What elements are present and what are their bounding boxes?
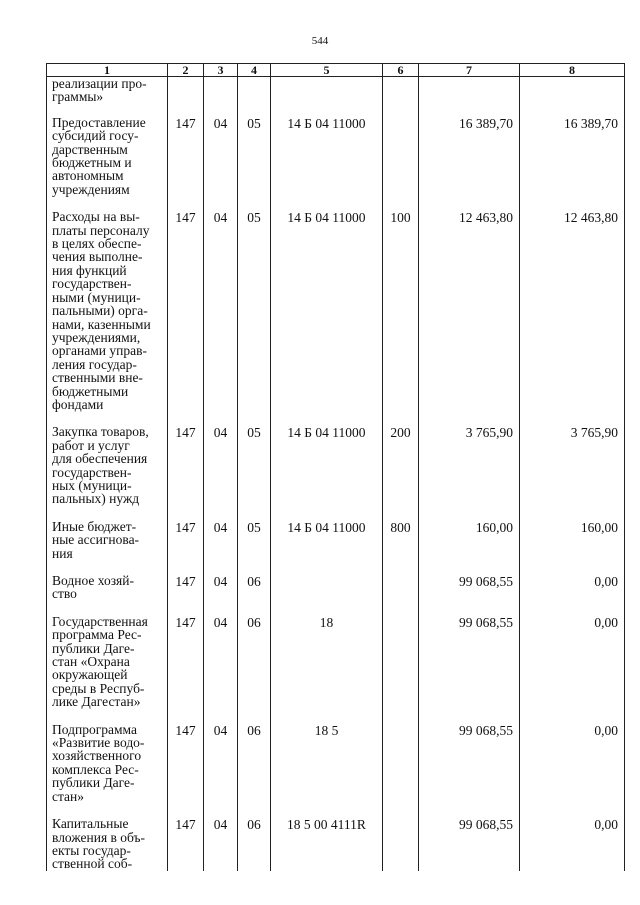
subsection-code-cell [238,116,271,210]
amount-cell [419,116,520,210]
section-code-cell [204,574,238,615]
amount-text: 16 389,70 [564,115,618,131]
amount-cell [419,723,520,817]
item-name-text: Подпрограмма «Развитие водо- хозяйственного комплекса Рес- публики Даге- стан» [52,721,145,804]
ministry-code-cell [168,723,204,817]
table-body [47,77,625,871]
table-row [47,615,625,723]
expense-type-text: 800 [390,519,411,535]
amount-cell [520,77,625,116]
section-code-text: 04 [213,210,228,226]
target-article-text: 18 5 [314,722,339,738]
table-row [47,520,625,574]
table-row [47,210,625,425]
expense-type-cell [383,77,419,116]
expense-type-cell [383,425,419,519]
header-row [47,64,625,77]
target-article-cell [271,116,383,210]
subsection-code-cell [238,210,271,425]
amount-text: 16 389,70 [459,115,513,131]
subsection-code-cell [238,723,271,817]
ministry-code-text: 147 [175,210,196,226]
item-name-cell [47,615,168,723]
target-article-text: 14 Б 04 11000 [287,210,366,226]
expense-type-text: 100 [390,210,411,226]
item-name-cell [47,77,168,116]
subsection-code-text: 05 [247,210,261,226]
item-name-text: Водное хозяй- ство [52,573,134,602]
table-row [47,817,625,871]
subsection-code-text: 06 [247,722,261,738]
column-header: 6 [383,64,419,77]
amount-text: 3 765,90 [465,425,513,441]
subsection-code-text: 06 [247,817,261,833]
subsection-code-text: 05 [247,425,261,441]
subsection-code-cell [238,425,271,519]
column-header: 1 [47,64,168,77]
subsection-code-text: 06 [247,574,261,589]
amount-cell [419,817,520,871]
section-code-text: 04 [213,614,228,630]
column-header: 4 [238,64,271,77]
table-row [47,723,625,817]
section-code-cell [204,116,238,210]
subsection-code-text: 05 [247,519,261,535]
column-header: 2 [168,64,204,77]
amount-cell [520,425,625,519]
item-name-text: Закупка товаров, работ и услуг для обеспечения государствен- ных (муници- пальных) нужд [52,424,149,507]
item-name-cell [47,210,168,425]
section-code-cell [204,723,238,817]
expense-type-cell [383,817,419,871]
ministry-code-text: 147 [175,817,196,833]
amount-cell [520,210,625,425]
amount-text: 99 068,55 [459,614,513,630]
ministry-code-cell [168,615,204,723]
item-name-text: Расходы на вы- платы персоналу в целях обеспе- чения выполне- ния функций государствен- ными (муници- пальными) орга- нами, казенными учреждениями, органами управ- ления государ- ственными вне- бюджетными фондами [52,209,151,412]
expense-type-cell [383,615,419,723]
item-name-text: Иные бюджет- ные ассигнова- ния [52,518,140,561]
section-code-cell [204,77,238,116]
table-row [47,574,625,615]
amount-text: 0,00 [594,817,618,833]
target-article-text: 14 Б 04 11000 [287,425,366,441]
target-article-cell [271,520,383,574]
ministry-code-cell [168,817,204,871]
ministry-code-text: 147 [175,722,196,738]
amount-cell [520,615,625,723]
amount-cell [419,574,520,615]
expense-type-cell [383,116,419,210]
section-code-cell [204,615,238,723]
subsection-code-cell [238,520,271,574]
amount-cell [419,615,520,723]
amount-cell [520,520,625,574]
ministry-code-text: 147 [175,519,196,535]
ministry-code-cell [168,425,204,519]
target-article-cell [271,615,383,723]
item-name-text: Предоставление субсидий госу- дарственным бюджетным и автономным учреждениям [52,114,146,197]
amount-text: 0,00 [594,574,618,589]
amount-text: 99 068,55 [459,817,513,833]
section-code-cell [204,817,238,871]
amount-cell [520,817,625,871]
target-article-text: 18 5 00 4111R [287,817,366,833]
amount-text: 3 765,90 [570,425,618,441]
subsection-code-cell [238,574,271,615]
ministry-code-text: 147 [175,614,196,630]
section-code-text: 04 [213,425,228,441]
column-header: 8 [520,64,625,77]
target-article-cell [271,77,383,116]
amount-text: 160,00 [580,519,618,535]
budget-table [46,63,625,871]
table-row [47,425,625,519]
target-article-cell [271,723,383,817]
column-header: 7 [419,64,520,77]
ministry-code-cell [168,77,204,116]
section-code-text: 04 [213,519,228,535]
amount-text: 99 068,55 [459,574,513,589]
amount-text: 0,00 [594,614,618,630]
table-row [47,77,625,116]
amount-text: 0,00 [594,722,618,738]
amount-text: 12 463,80 [564,210,618,226]
page-number: 544 [311,35,329,47]
section-code-cell [204,425,238,519]
item-name-text: Государственная программа Рес- публики Даге- стан «Охрана окружающей среды в Респуб- лике Дагестан» [52,613,148,710]
subsection-code-cell [238,817,271,871]
item-name-text: Капитальные вложения в объ- екты государ- ственной соб- [52,816,146,872]
ministry-code-cell [168,210,204,425]
target-article-text: 18 [319,614,334,630]
section-code-cell [204,210,238,425]
section-code-text: 04 [213,115,228,131]
target-article-text: 14 Б 04 11000 [287,115,366,131]
amount-cell [520,723,625,817]
ministry-code-text: 147 [175,115,196,131]
expense-type-cell [383,210,419,425]
amount-cell [419,425,520,519]
amount-cell [419,210,520,425]
section-code-text: 04 [213,817,228,833]
amount-text: 99 068,55 [459,722,513,738]
subsection-code-cell [238,77,271,116]
ministry-code-text: 147 [175,574,196,589]
target-article-cell [271,817,383,871]
item-name-cell [47,817,168,871]
amount-cell [520,574,625,615]
expense-type-text: 200 [390,425,411,441]
expense-type-cell [383,520,419,574]
section-code-text: 04 [213,574,228,589]
subsection-code-text: 06 [247,614,261,630]
target-article-cell [271,574,383,615]
ministry-code-cell [168,574,204,615]
ministry-code-cell [168,116,204,210]
amount-cell [419,77,520,116]
expense-type-cell [383,723,419,817]
expense-type-cell [383,574,419,615]
item-name-text: реализации про- граммы» [52,76,147,105]
section-code-cell [204,520,238,574]
item-name-cell [47,425,168,519]
ministry-code-text: 147 [175,425,196,441]
target-article-cell [271,210,383,425]
subsection-code-cell [238,615,271,723]
amount-cell [419,520,520,574]
target-article-text: 14 Б 04 11000 [287,519,366,535]
subsection-code-text: 05 [247,115,261,131]
amount-text: 12 463,80 [459,210,513,226]
column-header: 3 [204,64,238,77]
ministry-code-cell [168,520,204,574]
amount-text: 160,00 [475,519,513,535]
table-row [47,116,625,210]
item-name-cell [47,520,168,574]
column-header: 5 [271,64,383,77]
section-code-text: 04 [213,722,228,738]
target-article-cell [271,425,383,519]
item-name-cell [47,723,168,817]
item-name-cell [47,116,168,210]
amount-cell [520,116,625,210]
item-name-cell [47,574,168,615]
